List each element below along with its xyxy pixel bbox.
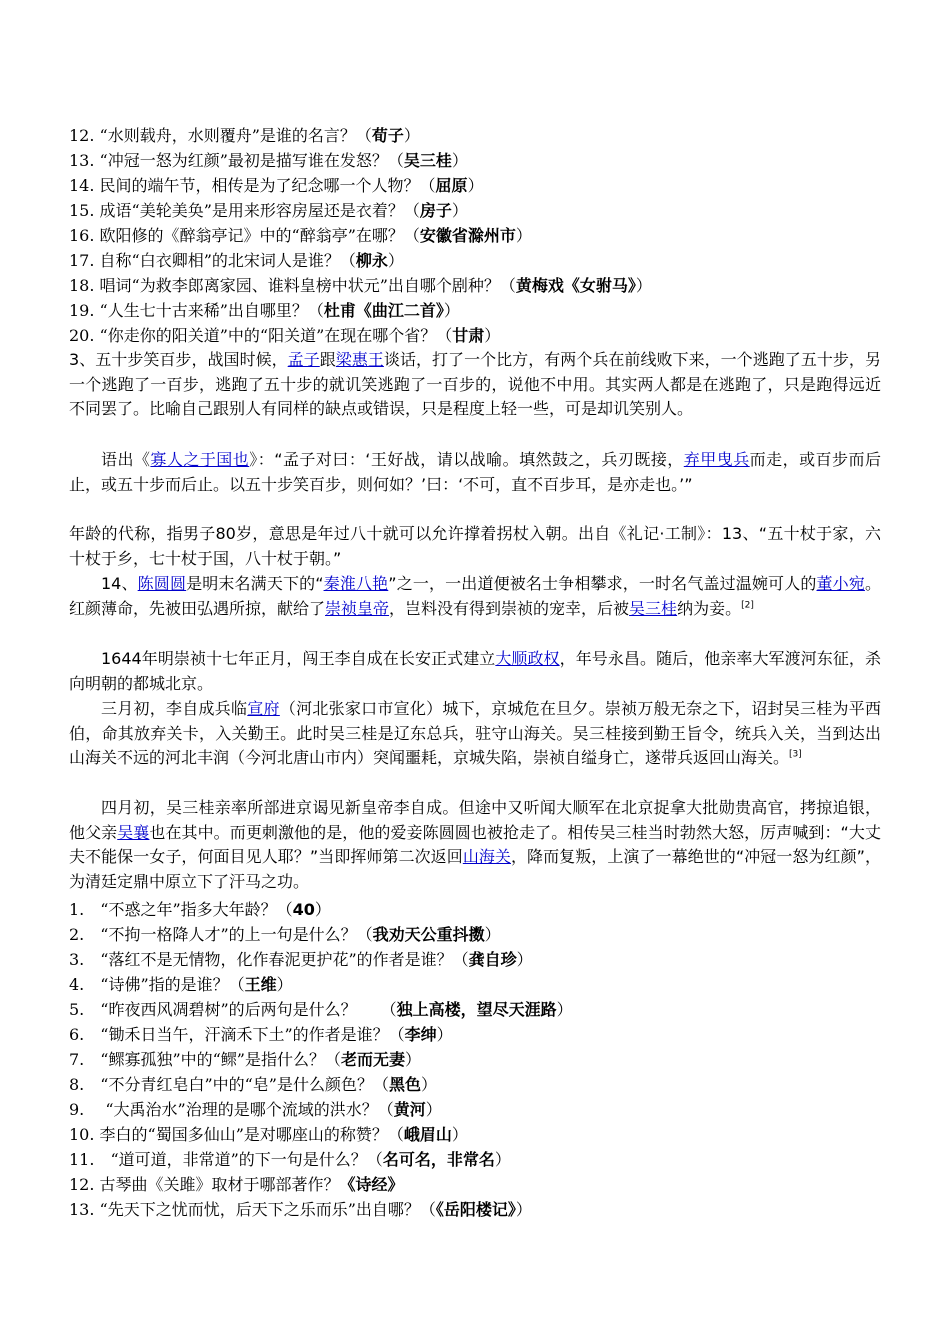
answer-text: 《岳阳楼记》 <box>435 1200 516 1219</box>
question-text: 2. “不拘一格降人才”的上一句是什么？（ <box>69 925 373 944</box>
link-xuanfu[interactable]: 宣府 <box>247 699 280 718</box>
answer-text: 李绅 <box>404 1025 437 1044</box>
answer-text: 独上高楼，望尽天涯路 <box>396 1000 557 1019</box>
question-text: 17. 自称“白衣卿相”的北宋词人是谁？（ <box>69 251 356 270</box>
question-text: 4. “诗佛”指的是谁？（ <box>69 975 245 994</box>
close-paren: ） <box>421 1075 438 1094</box>
paragraph-chenyuanyuan <box>69 572 881 621</box>
answer-text: 40 <box>292 900 315 919</box>
text-run: 四月初，吴三桂亲率所部进京谒见新皇帝李自成。但途中又听闻大顺军在北京捉拿大批勋贵高官，拷掠追银，他父亲 <box>69 798 881 842</box>
link-qijiayebing[interactable]: 弃甲曳兵 <box>683 450 750 469</box>
answer-text: 屈原 <box>435 176 468 195</box>
close-paren: ） <box>556 1000 573 1019</box>
qa-item <box>69 1023 453 1047</box>
close-paren: ） <box>425 1100 442 1119</box>
close-paren: ） <box>451 201 468 220</box>
text-run: 语出《 <box>101 450 151 469</box>
close-paren: ） <box>467 176 484 195</box>
paragraph-wushibu <box>69 348 881 422</box>
close-paren: ） <box>515 1200 532 1219</box>
answer-text: 吴三桂 <box>403 151 452 170</box>
paragraph-march <box>69 697 881 771</box>
qa-item <box>69 224 532 248</box>
close-paren: ） <box>635 276 652 295</box>
close-paren: ） <box>403 126 420 145</box>
question-text: 16. 欧阳修的《醉翁亭记》中的“醉翁亭”在哪？（ <box>69 226 420 245</box>
answer-text: 杜甫《曲江二首》 <box>323 301 444 320</box>
text-run: ，降而复叛，上演了一幕绝世的“冲冠一怒为红颜”，为清廷定鼎中原立下了汗马之功。 <box>69 847 881 891</box>
text-run: 》：“孟子对曰：‘王好战，请以战喻。填然鼓之，兵刃既接， <box>249 450 684 469</box>
link-mengzi[interactable]: 孟子 <box>287 350 320 369</box>
link-chongzhenhuangdi[interactable]: 崇祯皇帝 <box>325 598 390 618</box>
answer-text: 峨眉山 <box>403 1125 452 1144</box>
qa-item <box>69 998 573 1022</box>
text-run: 年龄的代称，指男子80岁，意思是年过八十就可以允许撑着拐杖入朝。出自《礼记·工制》：13、“五十杖于家，六十杖于乡，七十杖于国，八十杖于朝。” <box>69 524 881 568</box>
qa-item <box>69 1148 511 1172</box>
close-paren: ） <box>276 975 293 994</box>
close-paren: ） <box>484 925 501 944</box>
close-paren: ） <box>387 251 404 270</box>
link-lianghuiwang[interactable]: 梁惠王 <box>335 350 384 369</box>
answer-text: 我劝天公重抖擞 <box>372 925 485 944</box>
close-paren: ） <box>515 226 532 245</box>
question-text: 1. “不惑之年”指多大年龄？（ <box>69 900 293 919</box>
qa-item <box>69 149 468 173</box>
citation-3[interactable]: [3] <box>789 749 802 760</box>
link-shanhaiguan[interactable]: 山海关 <box>462 847 511 866</box>
question-text: 12. 古琴曲《关雎》取材于哪部著作？ <box>69 1175 340 1194</box>
question-text: 8. “不分青红皂白”中的“皂”是什么颜色？（ <box>69 1075 389 1094</box>
qa-item <box>69 898 331 922</box>
close-paren: ） <box>494 1150 511 1169</box>
citation-2[interactable]: [2] <box>741 600 754 611</box>
answer-text: 房子 <box>419 201 452 220</box>
close-paren: ） <box>443 301 460 320</box>
question-text: 19. “人生七十古来稀”出自哪里？（ <box>69 301 324 320</box>
qa-item <box>69 1073 437 1097</box>
text-run: ，年号永昌。随后，他亲率大军渡河东征，杀向明朝的都城北京。 <box>69 649 881 693</box>
question-text: 18. 唱词“为救李郎离家园、谁料皇榜中状元”出自哪个剧种？（ <box>69 276 516 295</box>
qa-item <box>69 1123 468 1147</box>
link-guarenzhiyuguo[interactable]: 寡人之于国也 <box>150 450 250 469</box>
close-paren: ） <box>451 151 468 170</box>
qa-item <box>69 199 468 223</box>
answer-text: 王维 <box>244 975 277 994</box>
qa-item <box>69 1198 532 1222</box>
paragraph-source-quote <box>69 448 881 497</box>
question-text: 15. 成语“美轮美奂”是用来形容房屋还是衣着？（ <box>69 201 420 220</box>
close-paren: ） <box>451 1125 468 1144</box>
text-run: 。红颜薄命，先被田弘遇所掠，献给了 <box>69 574 881 618</box>
question-text: 14. 民间的端午节，相传是为了纪念哪一个人物？（ <box>69 176 436 195</box>
question-text: 12. “水则载舟，水则覆舟”是谁的名言？（ <box>69 126 372 145</box>
qa-item <box>69 249 404 273</box>
close-paren: ） <box>436 1025 453 1044</box>
link-dongxiaowan[interactable]: 董小宛 <box>816 574 865 593</box>
qa-item <box>69 948 533 972</box>
text-run: 而走，或百步而后止，或五十步而后止。以五十步笑百步，则何如？’曰：‘不可，直不百步耳，是亦走也。’” <box>69 450 881 494</box>
link-wuxiang[interactable]: 吴襄 <box>117 822 150 842</box>
question-text: 6. “锄禾日当午，汗滴禾下土”的作者是谁？（ <box>69 1025 405 1044</box>
qa-item <box>69 1173 404 1197</box>
text-run: 3、五十步笑百步，战国时候， <box>69 350 288 369</box>
qa-item <box>69 124 420 148</box>
question-text: 13. “冲冠一怒为红颜”最初是描写谁在发怒？（ <box>69 151 404 170</box>
qa-item <box>69 299 460 323</box>
text-run: ”之一，一出道便被名士争相攀求，一时名气盖过温婉可人的 <box>388 574 817 593</box>
qa-item <box>69 923 501 947</box>
text-run: 也在其中。而更刺激他的是，他的爱妾陈圆圆也被抢走了。相传吴三桂当时勃然大怒，厉声喊到：“大丈夫不能保一女子，何面目见人耶？”当即挥师第二次返回 <box>69 822 881 866</box>
text-run: 谈话，打了一个比方，有两个兵在前线败下来，一个逃跑了五十步，另一个逃跑了一百步，逃跑了五十步的就讥笑逃跑了一百步的，说他不中用。其实两人都是在逃跑了，只是跑得远近不同罢了。比喻自己跟别人有同样的缺点或错误，只是程度上轻一些，可是却讥笑别人。 <box>69 350 881 418</box>
close-paren: ） <box>314 900 331 919</box>
qa-item <box>69 174 484 198</box>
question-text: 11. “道可道，非常道”的下一句是什么？（ <box>69 1150 383 1169</box>
answer-text: 名可名，非常名 <box>382 1150 495 1169</box>
text-run: 1644年明崇祯十七年正月，闯王李自成在长安正式建立 <box>101 649 496 668</box>
link-chenyuanyuan[interactable]: 陈圆圆 <box>137 574 187 593</box>
answer-text: 甘肃 <box>452 326 485 345</box>
answer-text: 荀子 <box>371 126 404 145</box>
close-paren: ） <box>484 326 501 345</box>
answer-text: 黑色 <box>389 1075 422 1094</box>
answer-text: 黄河 <box>393 1100 426 1119</box>
link-wusangui[interactable]: 吴三桂 <box>629 598 678 618</box>
question-text: 7. “鳏寡孤独”中的“鳏”是指什么？（ <box>69 1050 341 1069</box>
text-run: 纳为妾。 <box>677 598 742 618</box>
answer-text: 龚自珍 <box>468 950 517 969</box>
answer-text: 黄梅戏《女驸马》 <box>515 276 636 295</box>
qa-item <box>69 973 293 997</box>
question-text: 13. “先天下之忧而忧，后天下之乐而乐”出自哪？（ <box>69 1200 436 1219</box>
text-run: ，岂料没有得到崇祯的宠幸，后被 <box>389 598 630 618</box>
text-run: （河北张家口市宣化）城下，京城危在旦夕。崇祯万般无奈之下，诏封吴三桂为平西伯，命其放弃关卡，入关勤王。此时吴三桂是辽东总兵，驻守山海关。吴三桂接到勤王旨令，统兵入关，当到达出山海关不远的河北丰润（今河北唐山市内）突闻噩耗，京城失陷，崇祯自缢身亡，遂带兵返回山海关。 <box>69 699 881 767</box>
answer-text: 《诗经》 <box>339 1175 404 1194</box>
question-text: 20. “你走你的阳关道”中的“阳关道”在现在哪个省？（ <box>69 326 453 345</box>
text-run: 14、 <box>101 574 138 593</box>
answer-text: 安徽省滁州市 <box>419 226 516 245</box>
text-run: 跟 <box>319 350 336 369</box>
question-text: 3. “落红不是无情物，化作春泥更护花”的作者是谁？（ <box>69 950 469 969</box>
close-paren: ） <box>516 950 533 969</box>
question-text: 5. “昨夜西风凋碧树”的后两句是什么？ （ <box>69 1000 397 1019</box>
question-text: 10. 李白的“蜀国多仙山”是对哪座山的称赞？（ <box>69 1125 404 1144</box>
qa-item <box>69 1098 442 1122</box>
close-paren: ） <box>405 1050 422 1069</box>
text-run: 三月初，李自成兵临 <box>101 699 248 718</box>
answer-text: 柳永 <box>355 251 388 270</box>
link-qinhuaibayan[interactable]: 秦淮八艳 <box>323 574 389 593</box>
qa-item <box>69 324 500 348</box>
paragraph-1644 <box>69 647 881 696</box>
qa-item <box>69 274 652 298</box>
paragraph-april <box>69 796 881 894</box>
answer-text: 老而无妻 <box>341 1050 406 1069</box>
question-text: 9. “大禹治水”治理的是哪个流域的洪水？（ <box>69 1100 394 1119</box>
qa-item <box>69 1048 421 1072</box>
paragraph-age-term <box>69 522 881 571</box>
link-dashunzhengquan[interactable]: 大顺政权 <box>495 649 560 668</box>
text-run: 是明末名满天下的“ <box>186 574 324 593</box>
